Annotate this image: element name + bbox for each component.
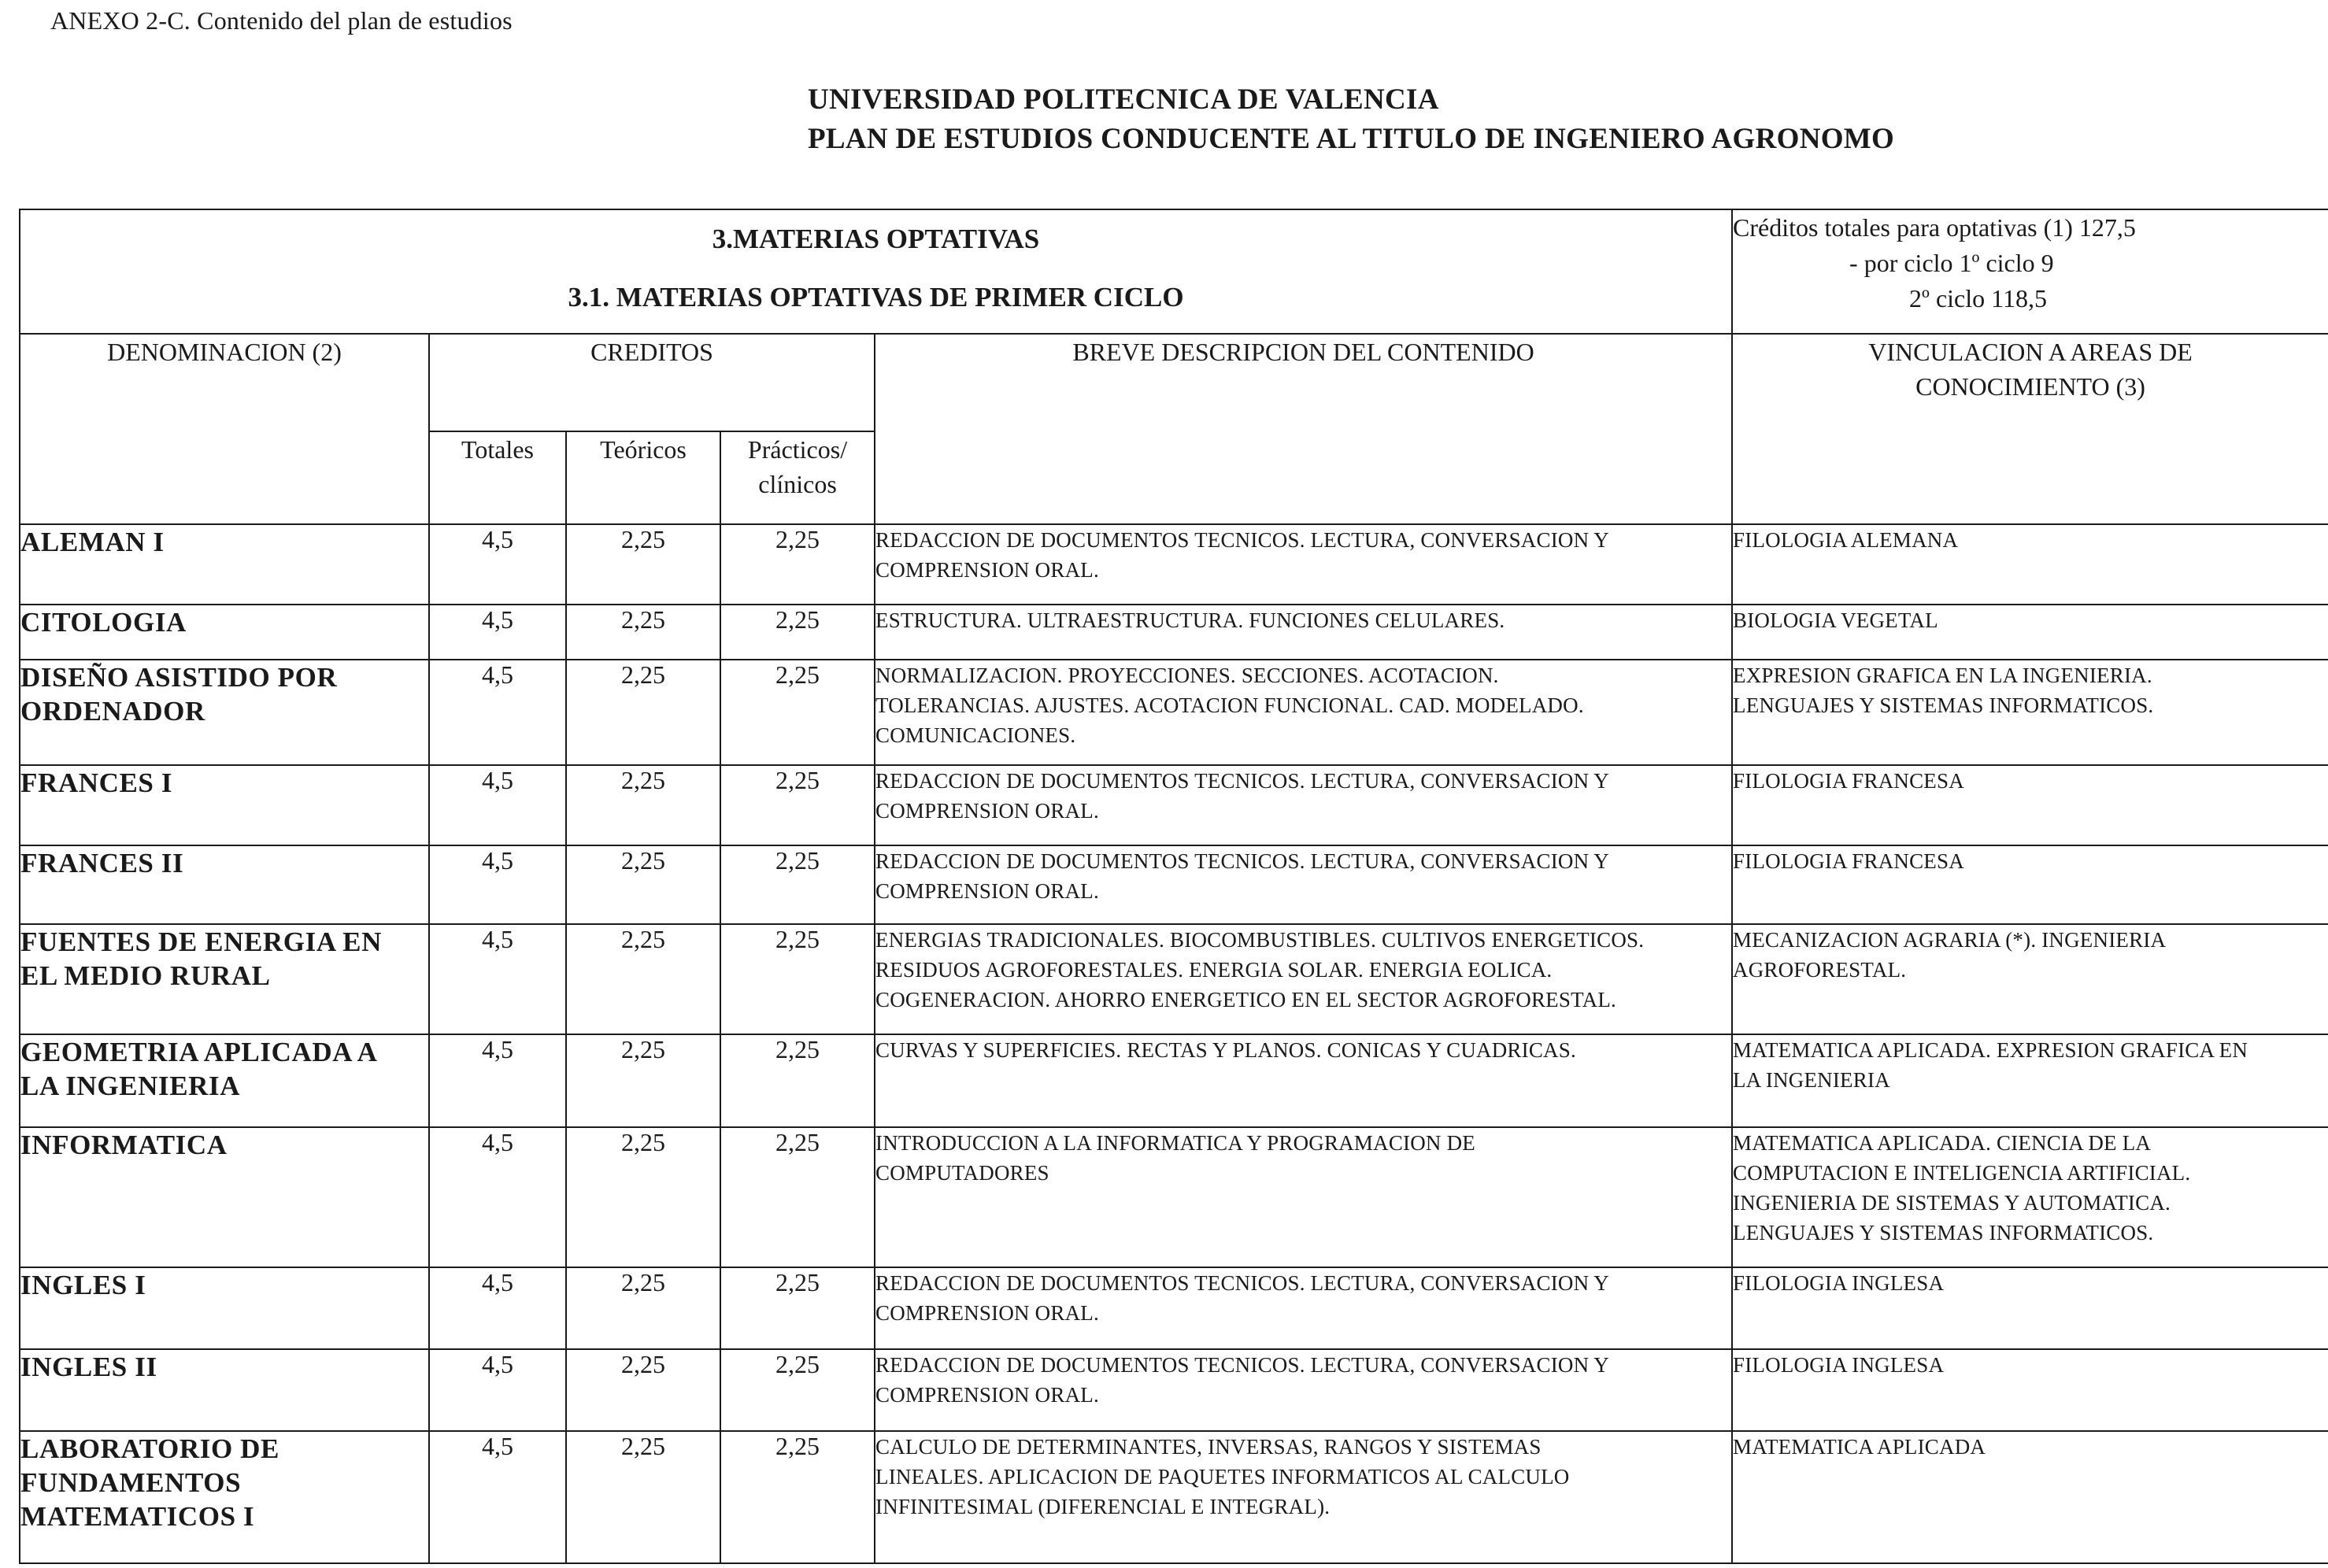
credits-practicos: 2,25 — [720, 1127, 875, 1267]
course-description-line: COMPRENSION ORAL. — [875, 1301, 1099, 1325]
knowledge-area — [1732, 605, 2328, 660]
course-description-line: COMUNICACIONES. — [875, 723, 1076, 747]
annex-label: ANEXO 2-C. Contenido del plan de estudios — [50, 6, 513, 35]
knowledge-area-line: LENGUAJES Y SISTEMAS INFORMATICOS. — [1733, 1221, 2154, 1244]
knowledge-area-line: BIOLOGIA VEGETAL — [1733, 608, 1938, 632]
credits-teoricos: 2,25 — [566, 605, 720, 660]
credits-teoricos: 2,25 — [566, 524, 720, 605]
knowledge-area-line: LA INGENIERIA — [1733, 1068, 1890, 1092]
credits-totales: 4,5 — [429, 1127, 566, 1267]
knowledge-area-line: MATEMATICA APLICADA. CIENCIA DE LA — [1733, 1131, 2152, 1155]
credits-teoricos: 2,25 — [566, 765, 720, 845]
credits-practicos: 2,25 — [720, 1267, 875, 1349]
section-title: 3.MATERIAS OPTATIVAS — [712, 224, 1040, 254]
knowledge-area-line: FILOLOGIA INGLESA — [1733, 1353, 1945, 1377]
plan-title: PLAN DE ESTUDIOS CONDUCENTE AL TITULO DE INGENIERO AGRONOMO — [808, 123, 1895, 155]
credits-totales: 4,5 — [429, 1034, 566, 1127]
header-vinculacion-line1: VINCULACION A AREAS DE — [1868, 338, 2193, 366]
knowledge-area — [1732, 1127, 2328, 1267]
course-description — [875, 1431, 1732, 1563]
course-description-line: TOLERANCIAS. AJUSTES. ACOTACION FUNCIONAL. CAD. MODELADO. — [875, 693, 1584, 717]
course-description — [875, 1034, 1732, 1127]
course-name — [20, 765, 429, 845]
course-description — [875, 660, 1732, 765]
header-practicos-line1: Prácticos/ — [747, 435, 848, 464]
credits-teoricos: 2,25 — [566, 1127, 720, 1267]
header-teoricos: Teóricos — [566, 431, 720, 524]
course-name — [20, 660, 429, 765]
course-name-line: FRANCES II — [20, 848, 184, 878]
table-row — [20, 1349, 2328, 1431]
course-description-line: COMPRENSION ORAL. — [875, 1383, 1099, 1407]
course-name-line: MATEMATICOS I — [20, 1501, 255, 1532]
knowledge-area-line: INGENIERIA DE SISTEMAS Y AUTOMATICA. — [1733, 1191, 2171, 1215]
knowledge-area-line: COMPUTACION E INTELIGENCIA ARTIFICIAL. — [1733, 1161, 2191, 1185]
credits-total: Créditos totales para optativas (1) 127,5 — [1733, 213, 2136, 242]
header-vinculacion-line2: CONOCIMIENTO (3) — [1915, 372, 2145, 401]
document-header — [808, 80, 1894, 159]
knowledge-area — [1732, 1267, 2328, 1349]
knowledge-area — [1732, 660, 2328, 765]
knowledge-area-line: FILOLOGIA FRANCESA — [1733, 849, 1964, 873]
table-row — [20, 845, 2328, 924]
course-name-line: DISEÑO ASISTIDO POR — [20, 662, 338, 693]
credits-totales: 4,5 — [429, 605, 566, 660]
course-description — [875, 765, 1732, 845]
course-name — [20, 605, 429, 660]
course-name — [20, 1431, 429, 1563]
course-description-line: COMPRENSION ORAL. — [875, 879, 1099, 903]
credits-totales: 4,5 — [429, 1349, 566, 1431]
course-description-line: INFINITESIMAL (DIFERENCIAL E INTEGRAL). — [875, 1495, 1331, 1518]
course-description-line: INTRODUCCION A LA INFORMATICA Y PROGRAMACION DE — [875, 1131, 1475, 1155]
course-description-line: REDACCION DE DOCUMENTOS TECNICOS. LECTURA, CONVERSACION Y — [875, 1353, 1609, 1377]
course-name — [20, 1349, 429, 1431]
knowledge-area-line: EXPRESION GRAFICA EN LA INGENIERIA. — [1733, 664, 2152, 687]
credits-practicos: 2,25 — [720, 924, 875, 1034]
course-name — [20, 1267, 429, 1349]
course-name — [20, 1127, 429, 1267]
course-description — [875, 1127, 1732, 1267]
course-description-line: NORMALIZACION. PROYECCIONES. SECCIONES. ACOTACION. — [875, 664, 1499, 687]
course-description — [875, 1267, 1732, 1349]
header-vinculacion — [1732, 334, 2328, 524]
course-name-line: INGLES II — [20, 1352, 157, 1382]
knowledge-area — [1732, 1034, 2328, 1127]
course-description-line: ENERGIAS TRADICIONALES. BIOCOMBUSTIBLES. CULTIVOS ENERGETICOS. — [875, 928, 1645, 952]
header-denominacion: DENOMINACION (2) — [20, 334, 429, 524]
course-description-line: REDACCION DE DOCUMENTOS TECNICOS. LECTURA, CONVERSACION Y — [875, 1271, 1609, 1295]
course-name-line: LABORATORIO DE — [20, 1433, 279, 1464]
course-name-line: ALEMAN I — [20, 527, 165, 557]
credits-practicos: 2,25 — [720, 605, 875, 660]
knowledge-area — [1732, 524, 2328, 605]
course-name — [20, 924, 429, 1034]
course-description-line: REDACCION DE DOCUMENTOS TECNICOS. LECTURA, CONVERSACION Y — [875, 528, 1609, 552]
course-description — [875, 605, 1732, 660]
credits-practicos: 2,25 — [720, 524, 875, 605]
course-description — [875, 524, 1732, 605]
course-name-line: FUNDAMENTOS — [20, 1467, 242, 1498]
header-practicos-line2: clínicos — [758, 470, 837, 498]
credits-practicos: 2,25 — [720, 660, 875, 765]
course-name-line: LA INGENIERIA — [20, 1071, 241, 1101]
knowledge-area — [1732, 924, 2328, 1034]
knowledge-area-line: MECANIZACION AGRARIA (*). INGENIERIA — [1733, 928, 2167, 952]
course-name-line: ORDENADOR — [20, 696, 205, 727]
course-description-line: REDACCION DE DOCUMENTOS TECNICOS. LECTURA, CONVERSACION Y — [875, 769, 1609, 793]
credits-first-cycle: - por ciclo 1º ciclo 9 — [1849, 249, 2054, 277]
knowledge-area-line: AGROFORESTAL. — [1733, 958, 1907, 982]
course-description-line: LINEALES. APLICACION DE PAQUETES INFORMATICOS AL CALCULO — [875, 1465, 1570, 1488]
course-description-line: REDACCION DE DOCUMENTOS TECNICOS. LECTURA, CONVERSACION Y — [875, 849, 1609, 873]
course-name-line: FUENTES DE ENERGIA EN — [20, 926, 382, 957]
table-row — [20, 924, 2328, 1034]
header-descripcion: BREVE DESCRIPCION DEL CONTENIDO — [875, 334, 1732, 524]
credits-second-cycle: 2º ciclo 118,5 — [1909, 284, 2047, 312]
table-row — [20, 605, 2328, 660]
course-description-line: COGENERACION. AHORRO ENERGETICO EN EL SECTOR AGROFORESTAL. — [875, 988, 1616, 1011]
table-row — [20, 1127, 2328, 1267]
course-name — [20, 524, 429, 605]
header-creditos: CREDITOS — [429, 334, 875, 431]
knowledge-area — [1732, 765, 2328, 845]
table-row — [20, 660, 2328, 765]
credits-totales: 4,5 — [429, 1431, 566, 1563]
knowledge-area-line: FILOLOGIA ALEMANA — [1733, 528, 1959, 552]
course-description — [875, 924, 1732, 1034]
course-description-line: CURVAS Y SUPERFICIES. RECTAS Y PLANOS. CONICAS Y CUADRICAS. — [875, 1038, 1576, 1062]
course-name-line: INFORMATICA — [20, 1130, 228, 1160]
credits-info-cell — [1732, 209, 2328, 334]
knowledge-area-line: FILOLOGIA INGLESA — [1733, 1271, 1945, 1295]
section-header-cell — [20, 209, 1732, 334]
subsection-title: 3.1. MATERIAS OPTATIVAS DE PRIMER CICLO — [568, 282, 1184, 312]
credits-practicos: 2,25 — [720, 1349, 875, 1431]
course-description-line: COMPRENSION ORAL. — [875, 558, 1099, 582]
course-description-line: CALCULO DE DETERMINANTES, INVERSAS, RANGOS Y SISTEMAS — [875, 1435, 1542, 1459]
credits-totales: 4,5 — [429, 924, 566, 1034]
course-description-line: COMPUTADORES — [875, 1161, 1049, 1185]
course-description — [875, 845, 1732, 924]
credits-practicos: 2,25 — [720, 1431, 875, 1563]
knowledge-area — [1732, 1431, 2328, 1563]
university-title: UNIVERSIDAD POLITECNICA DE VALENCIA — [808, 83, 1439, 116]
credits-totales: 4,5 — [429, 1267, 566, 1349]
credits-teoricos: 2,25 — [566, 845, 720, 924]
credits-totales: 4,5 — [429, 524, 566, 605]
header-practicos — [720, 431, 875, 524]
course-description — [875, 1349, 1732, 1431]
knowledge-area — [1732, 1349, 2328, 1431]
table-row — [20, 1431, 2328, 1563]
table-row — [20, 524, 2328, 605]
credits-teoricos: 2,25 — [566, 1034, 720, 1127]
credits-teoricos: 2,25 — [566, 924, 720, 1034]
knowledge-area — [1732, 845, 2328, 924]
knowledge-area-line: LENGUAJES Y SISTEMAS INFORMATICOS. — [1733, 693, 2154, 717]
column-header-row — [20, 334, 2328, 431]
credits-teoricos: 2,25 — [566, 1267, 720, 1349]
credits-practicos: 2,25 — [720, 845, 875, 924]
course-description-line: COMPRENSION ORAL. — [875, 799, 1099, 823]
course-description-line: ESTRUCTURA. ULTRAESTRUCTURA. FUNCIONES CELULARES. — [875, 608, 1505, 632]
credits-practicos: 2,25 — [720, 1034, 875, 1127]
knowledge-area-line: MATEMATICA APLICADA — [1733, 1435, 1986, 1459]
course-name-line: INGLES I — [20, 1270, 146, 1300]
course-name-line: EL MEDIO RURAL — [20, 960, 271, 991]
credits-teoricos: 2,25 — [566, 1349, 720, 1431]
credits-teoricos: 2,25 — [566, 1431, 720, 1563]
credits-totales: 4,5 — [429, 660, 566, 765]
credits-totales: 4,5 — [429, 845, 566, 924]
course-name-line: CITOLOGIA — [20, 607, 187, 638]
header-totales: Totales — [429, 431, 566, 524]
knowledge-area-line: MATEMATICA APLICADA. EXPRESION GRAFICA EN — [1733, 1038, 2248, 1062]
course-name-line: GEOMETRIA APLICADA A — [20, 1037, 378, 1067]
table-row — [20, 1267, 2328, 1349]
courses-table — [19, 209, 2328, 1564]
table-row — [20, 765, 2328, 845]
credits-teoricos: 2,25 — [566, 660, 720, 765]
course-name — [20, 845, 429, 924]
knowledge-area-line: FILOLOGIA FRANCESA — [1733, 769, 1964, 793]
credits-practicos: 2,25 — [720, 765, 875, 845]
course-name-line: FRANCES I — [20, 767, 173, 798]
course-name — [20, 1034, 429, 1127]
section-header-row — [20, 209, 2328, 334]
course-description-line: RESIDUOS AGROFORESTALES. ENERGIA SOLAR. ENERGIA EOLICA. — [875, 958, 1553, 982]
credits-totales: 4,5 — [429, 765, 566, 845]
table-row — [20, 1034, 2328, 1127]
